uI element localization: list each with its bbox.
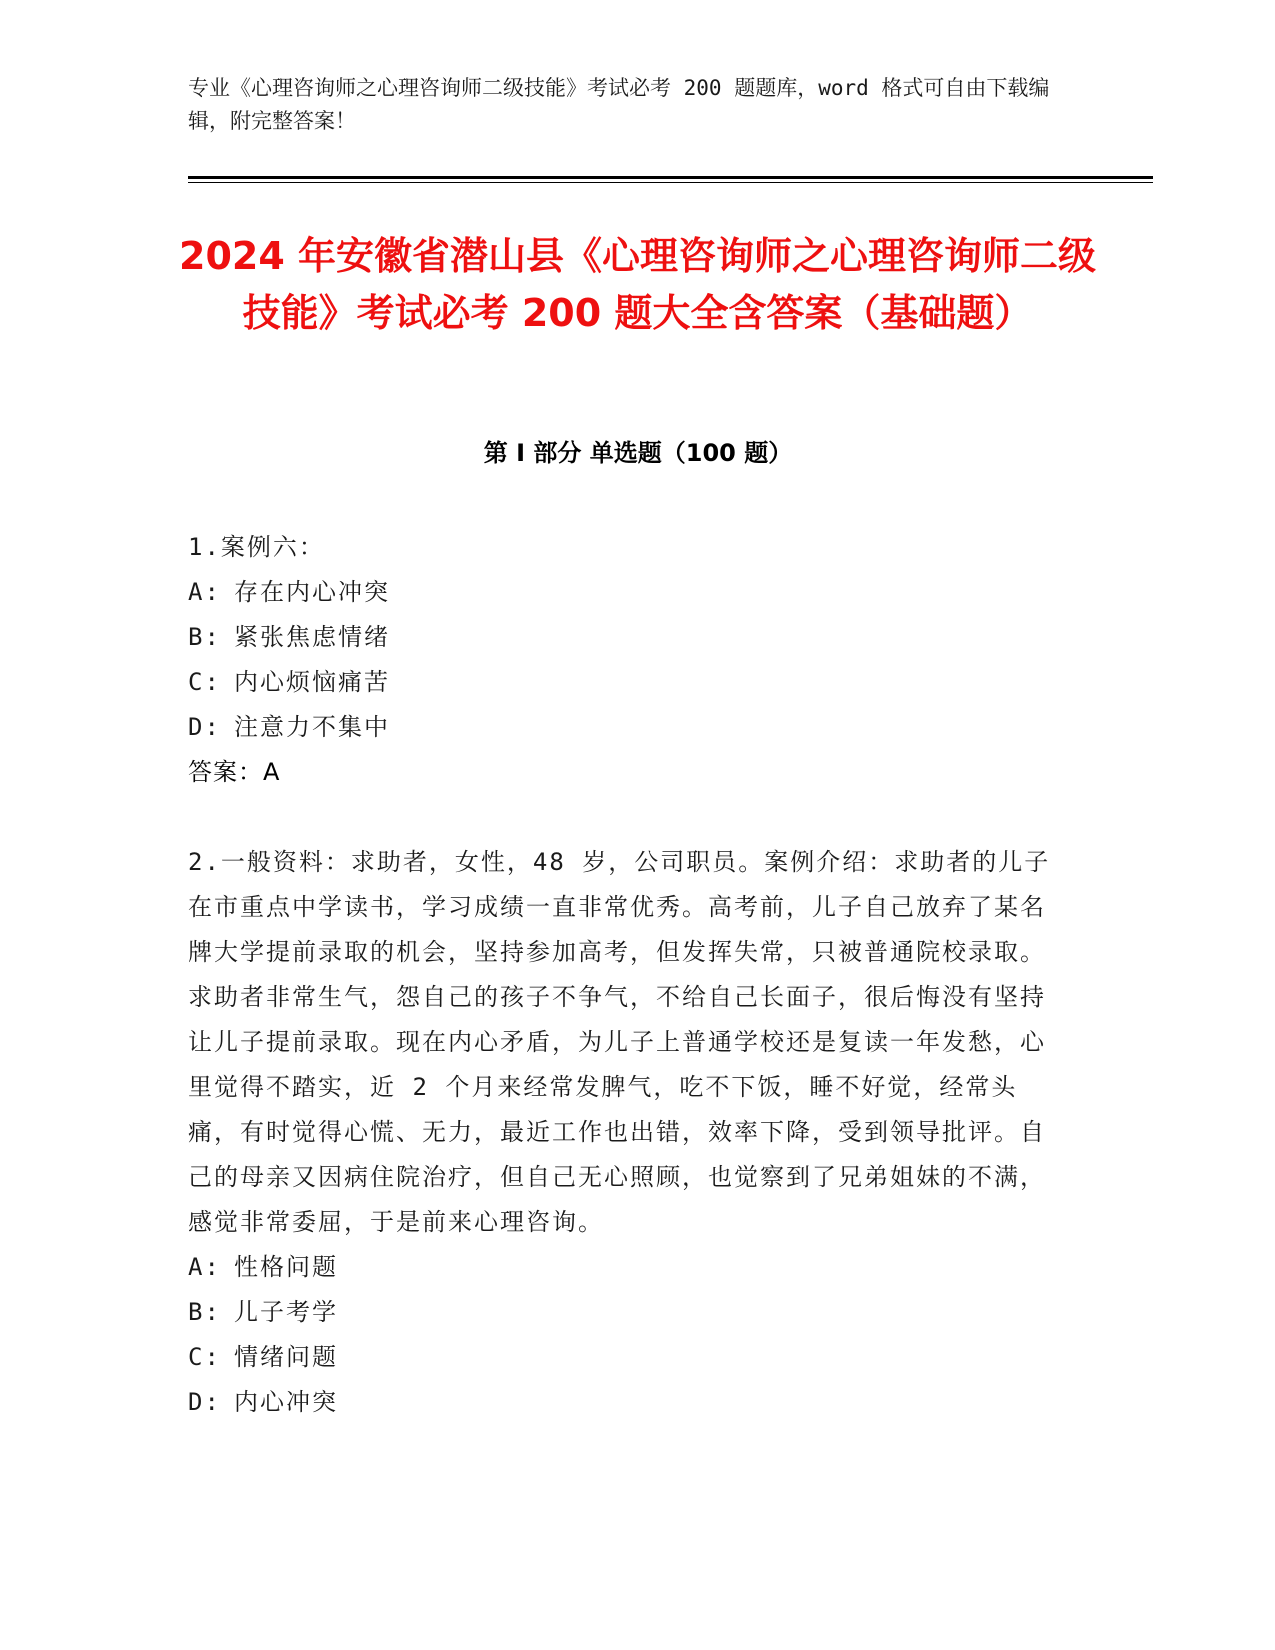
option-b [188, 615, 1068, 660]
option-text: 儿子考学 [234, 1298, 338, 1326]
option-key: C: [188, 1343, 221, 1371]
header-note: 专业《心理咨询师之心理咨询师二级技能》考试必考 200 题题库，word 格式可自由下载编辑，附完整答案！ [188, 76, 1050, 133]
option-text: 内心冲突 [234, 1388, 338, 1416]
question-stem: 1.案例六： [188, 533, 325, 561]
option-d [188, 705, 1068, 750]
option-c [188, 660, 1068, 705]
option-text: 存在内心冲突 [234, 578, 390, 606]
option-d [188, 1380, 1068, 1425]
section-heading: 第 I 部分 单选题（100 题） [483, 439, 793, 467]
option-text: 内心烦恼痛苦 [234, 668, 390, 696]
option-key: A: [188, 1253, 221, 1281]
option-c [188, 1335, 1068, 1380]
option-text: 注意力不集中 [234, 713, 390, 741]
option-text: 性格问题 [234, 1253, 338, 1281]
option-text: 情绪问题 [234, 1343, 338, 1371]
option-key: C: [188, 668, 221, 696]
question-2 [188, 840, 1068, 1425]
option-a [188, 570, 1068, 615]
option-key: B: [188, 1298, 221, 1326]
header-divider-thick [188, 176, 1153, 179]
question-stem: 2.一般资料：求助者，女性，48 岁，公司职员。案例介绍：求助者的儿子在市重点中学读书，学习成绩一直非常优秀。高考前，儿子自己放弃了某名牌大学提前录取的机会，坚持参加高考，但发挥失常，只被普通院校录取。求助者非常生气，怨自己的孩子不争气，不给自己长面子，很后悔没有坚持让儿子提前录取。现在内心矛盾，为儿子上普通学校还是复读一年发愁，心里觉得不踏实，近 2 个月来经常发脾气，吃不下饭，睡不好觉，经常头痛，有时觉得心慌、无力，最近工作也出错，效率下降，受到领导批评。自己的母亲又因病住院治疗，但自己无心照顾，也觉察到了兄弟姐妹的不满，感觉非常委屈，于是前来心理咨询。 [188, 848, 1051, 1236]
question-1 [188, 525, 1068, 795]
header-divider-thin [188, 182, 1153, 183]
option-key: D: [188, 713, 221, 741]
option-text: 紧张焦虑情绪 [234, 623, 390, 651]
option-b [188, 1290, 1068, 1335]
option-a [188, 1245, 1068, 1290]
option-key: B: [188, 623, 221, 651]
document-title: 2024 年安徽省潜山县《心理咨询师之心理咨询师二级技能》考试必考 200 题大全含答案（基础题） [179, 234, 1096, 335]
option-key: A: [188, 578, 221, 606]
option-key: D: [188, 1388, 221, 1416]
answer-line: 答案：A [188, 758, 281, 786]
